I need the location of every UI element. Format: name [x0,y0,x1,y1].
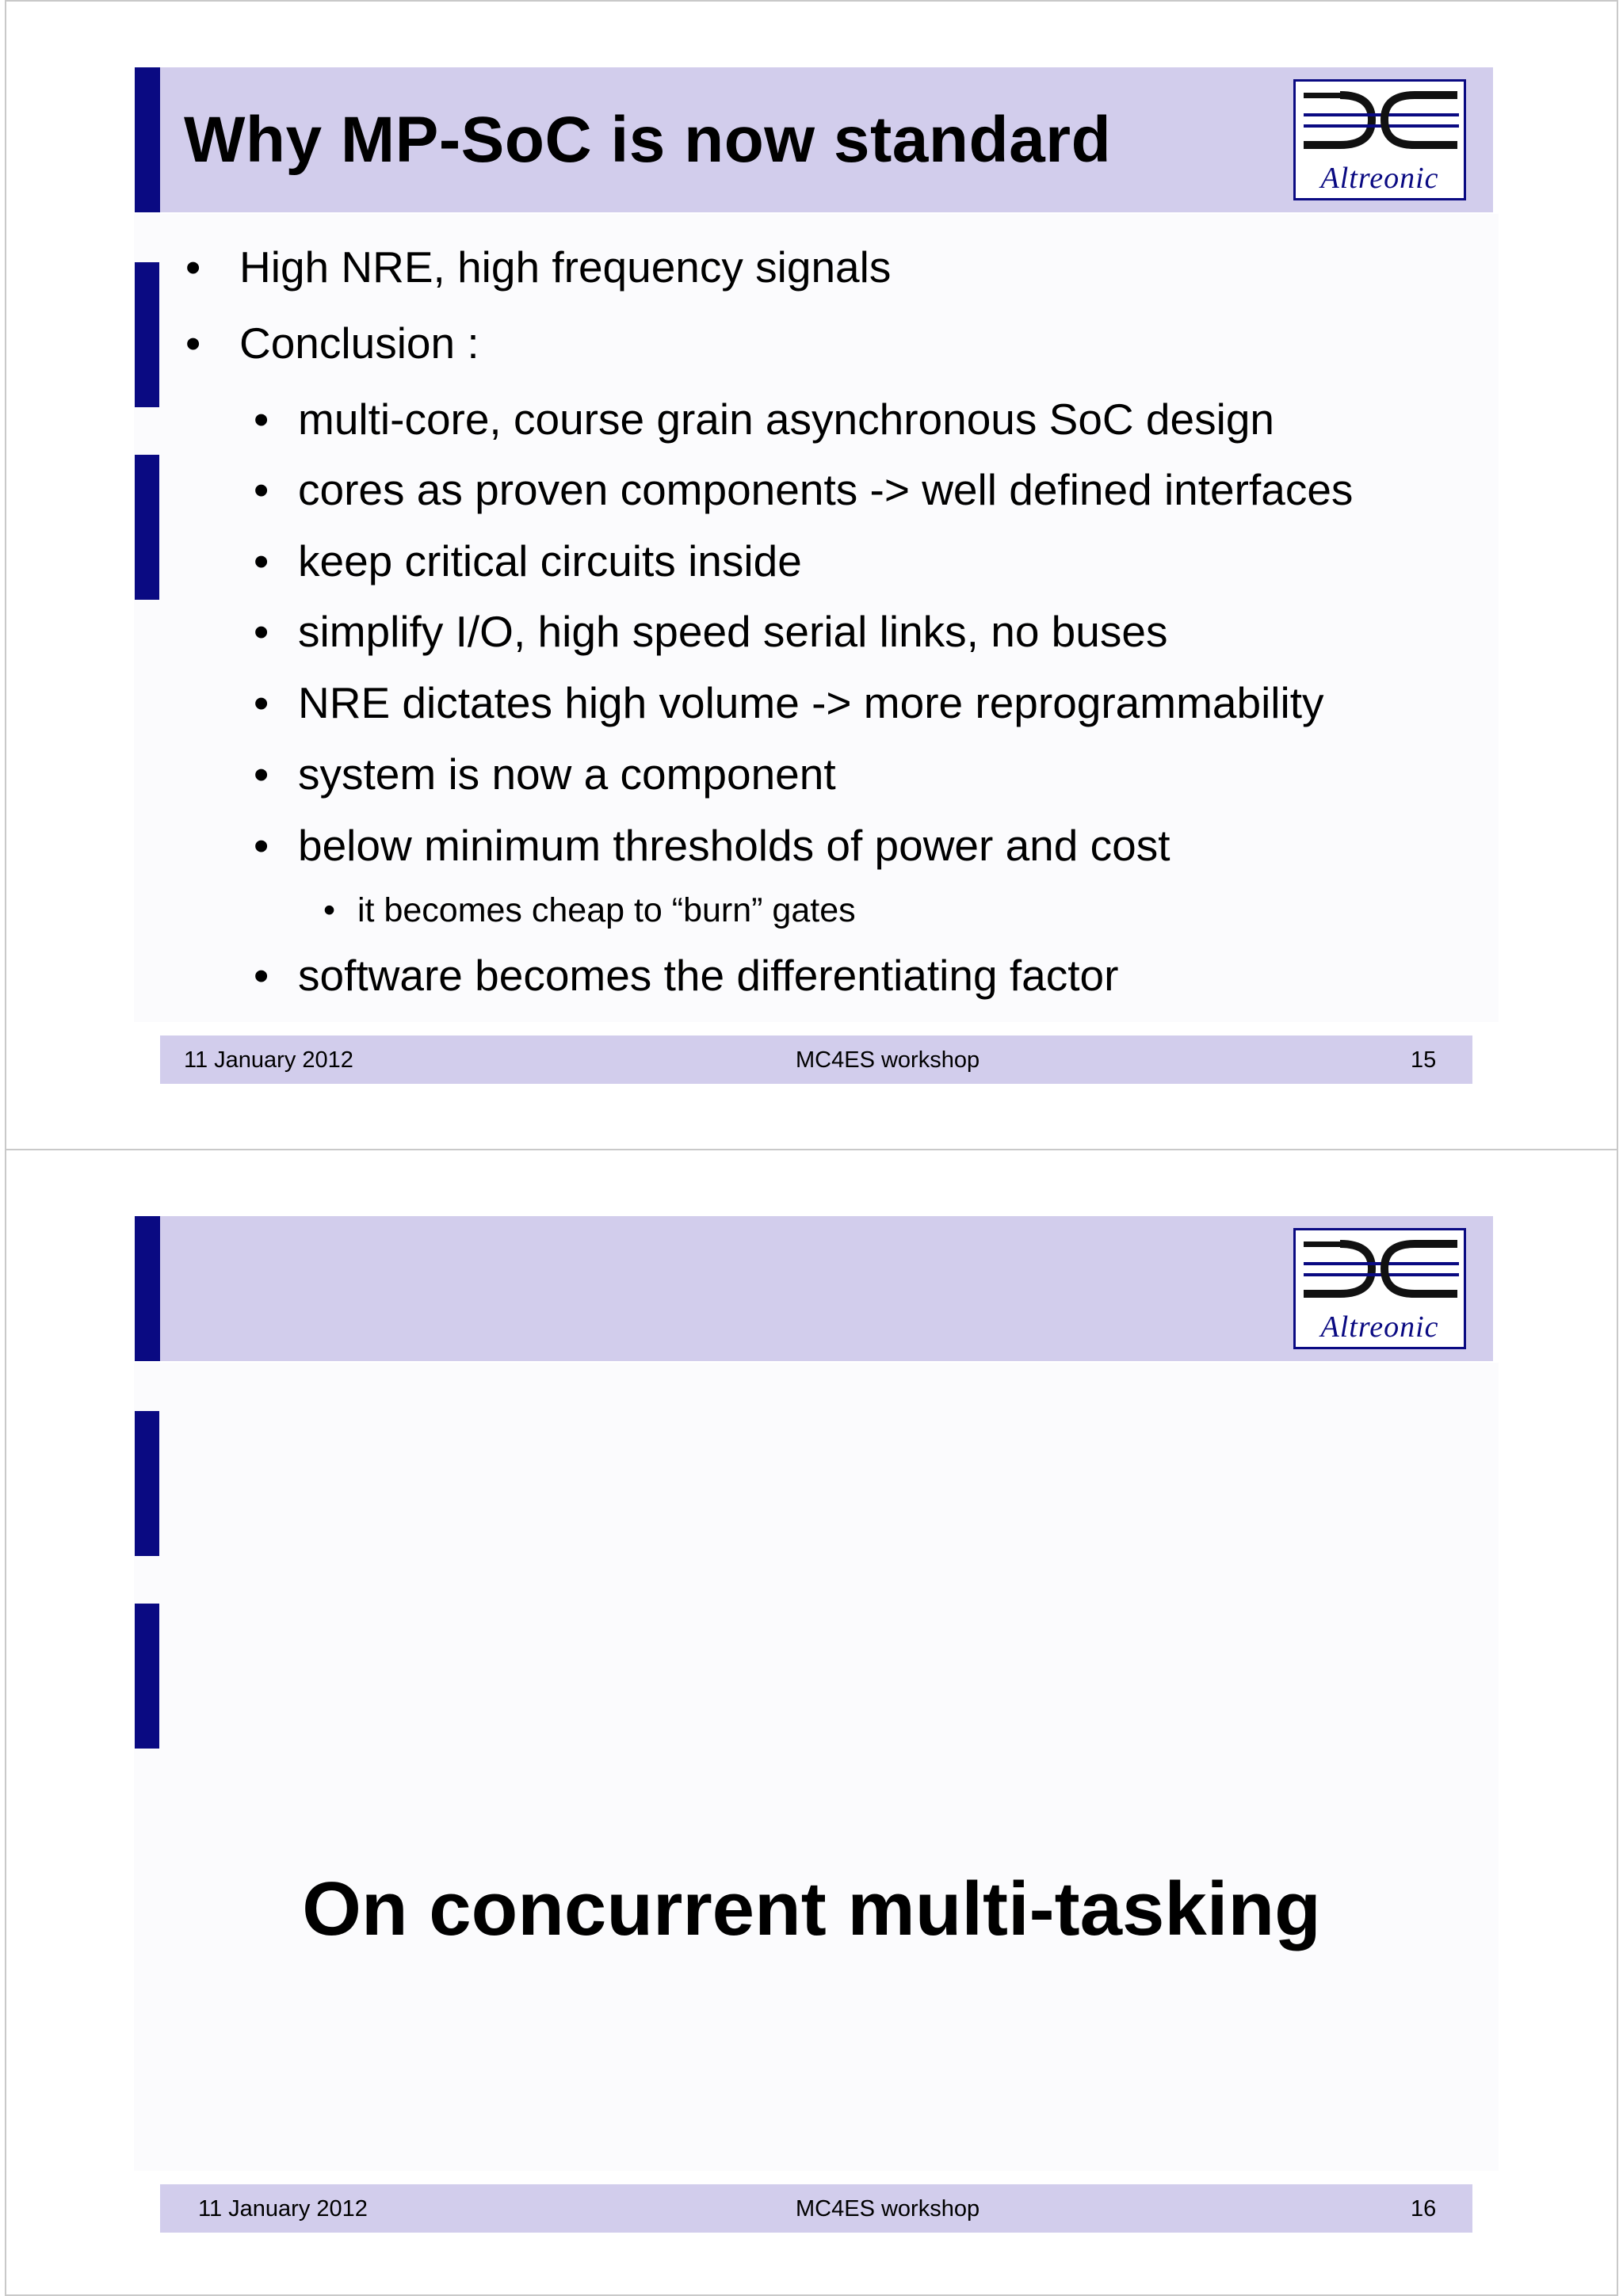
altreonic-logo [1293,79,1466,200]
slide-title: Why MP-SoC is now standard [184,104,1112,176]
bullet-text: NRE dictates high volume -> more reprogrammability [298,678,1324,727]
bullet-text: software becomes the differentiating factor [298,951,1119,1000]
side-accent-bar [135,262,159,407]
bullet-icon: • [254,607,269,656]
footer-date: 11 January 2012 [184,1047,353,1073]
title-accent-bar [135,67,160,212]
bullet-icon: • [185,242,201,292]
bullet-text: system is now a component [298,749,836,799]
side-accent-bar [135,1411,159,1556]
bullet-text: multi-core, course grain asynchronous SoC design [298,395,1274,444]
title-accent-bar [135,1216,160,1361]
altreonic-logo [1293,1228,1466,1349]
bullet-text: Conclusion : [239,318,479,368]
bullet-text: below minimum thresholds of power and cost [298,821,1170,870]
footer-date: 11 January 2012 [198,2196,368,2222]
bullet-text: cores as proven components -> well defined interfaces [298,465,1354,514]
content-area [134,1363,1499,2171]
bullet-text: High NRE, high frequency signals [239,242,892,292]
side-accent-bar [135,455,159,600]
section-heading: On concurrent multi-tasking [302,1867,1321,1951]
bullet-icon: • [254,951,269,1000]
bullet-icon: • [185,318,201,368]
bullet-icon: • [254,536,269,585]
side-accent-bar [135,1604,159,1749]
footer-page-number: 15 [1411,1047,1437,1073]
bullet-icon: • [254,678,269,727]
footer-page-number: 16 [1411,2196,1437,2222]
bullet-icon: • [323,891,336,929]
bullet-text: it becomes cheap to “burn” gates [357,891,856,929]
bullet-icon: • [254,821,269,870]
bullet-text: simplify I/O, high speed serial links, no buses [298,607,1168,656]
bullet-icon: • [254,395,269,444]
bullet-icon: • [254,465,269,514]
bullet-icon: • [254,749,269,799]
slide-page-1 [5,0,1618,1150]
footer-event: MC4ES workshop [796,2196,980,2222]
slide-page-2 [5,1149,1618,2296]
bullet-text: keep critical circuits inside [298,536,802,585]
footer-event: MC4ES workshop [796,1047,980,1073]
logo-text: Altreonic [1320,162,1439,195]
logo-text: Altreonic [1320,1310,1439,1344]
